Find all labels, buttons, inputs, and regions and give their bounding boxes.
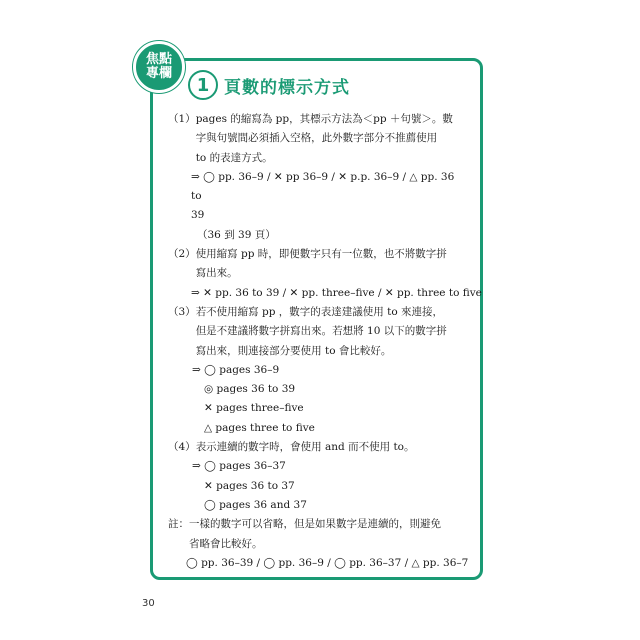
item-3-line-3: 寫出來，則連接部分要使用 to 會比較好。: [195, 344, 392, 357]
item-2-label: （2）: [168, 248, 196, 261]
item-1-line-3: to 的表達方式。: [195, 151, 273, 164]
item-1: [168, 110, 468, 168]
section-number: 1: [188, 70, 218, 100]
focus-column-badge: [133, 41, 185, 93]
section-title-text: 頁數的標示方式: [224, 77, 350, 98]
item-1-label: （1）: [168, 113, 196, 125]
item-3-label: （3）: [168, 305, 196, 318]
item-4-example-2: ✕ pages 36 to 37: [204, 479, 295, 492]
item-2-line-2: 寫出來。: [195, 267, 238, 280]
item-1-example: [168, 168, 468, 226]
item-3-example-1: ⇒ ◯ pages 36–9: [192, 363, 280, 376]
item-3-line-2: 但是不建議將數字拼寫出來。若想將 10 以下的數字拼: [195, 325, 447, 338]
item-3-example-2: ◎ pages 36 to 39: [204, 383, 296, 396]
item-4-label: （4）: [168, 441, 196, 454]
note-line-2: 省略會比較好。: [189, 537, 263, 550]
item-2-line-1: 使用縮寫 pp 時，即便數字只有一位數，也不將數字拼: [195, 248, 447, 261]
item-1-line-1: pages 的縮寫為 pp，其標示方法為＜pp ＋句號＞。數: [195, 113, 453, 125]
note: [168, 515, 468, 554]
item-4: [168, 438, 468, 457]
item-2: [168, 245, 468, 284]
item-4-example-3: ◯ pages 36 and 37: [204, 498, 307, 511]
item-4-examples: [168, 457, 468, 515]
item-4-line-1: 表示連續的數字時，會使用 and 而不使用 to。: [195, 441, 415, 454]
item-3: [168, 303, 468, 361]
section-title: [188, 68, 350, 102]
item-3-examples: [168, 361, 468, 438]
item-1-line-2: 字與句號間必須插入空格，此外數字部分不推薦使用: [195, 132, 438, 145]
item-1-example-line-1: ⇒ ◯ pp. 36–9 / ✕ pp 36–9 / ✕ p.p. 36–9 / △ pp. 36 to: [191, 170, 455, 203]
item-4-example-1: ⇒ ◯ pages 36–37: [192, 460, 286, 473]
note-line-1: 一樣的數字可以省略，但是如果數字是連續的，則避免: [189, 518, 441, 531]
item-2-example: ⇒ ✕ pp. 36 to 39 / ✕ pp. three–five / ✕ pp. three to five: [191, 286, 482, 299]
item-1-translation: （36 到 39 頁）: [197, 228, 276, 241]
page-number: 30: [142, 598, 155, 609]
item-1-example-line-2: 39: [191, 209, 205, 222]
badge-line-2: 專欄: [145, 66, 172, 81]
item-3-example-3: ✕ pages three–five: [204, 402, 304, 415]
item-3-line-1: 若不使用縮寫 pp ，數字的表達建議使用 to 來連接，: [195, 305, 444, 318]
item-3-example-4: △ pages three to five: [204, 421, 315, 434]
note-example: ◯ pp. 36–39 / ◯ pp. 36–9 / ◯ pp. 36–37 / △ pp. 36–7: [186, 556, 469, 569]
section-content: [168, 110, 482, 573]
badge-line-1: 焦點: [145, 52, 172, 67]
note-label: 註：: [168, 518, 189, 531]
